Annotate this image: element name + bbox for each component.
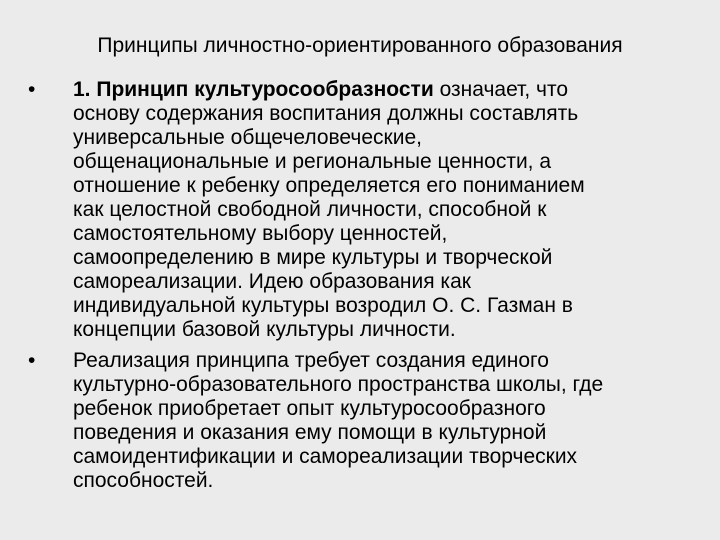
bullet-line: основу содержания воспитания должны составлять <box>73 102 579 125</box>
bullet-line: Реализация принципа требует создания единого <box>73 349 549 372</box>
bullet-marker: • <box>28 349 36 372</box>
bullet-line: индивидуальной культуры возродил О. С. Газман в <box>73 294 573 317</box>
bullet-line: самостоятельному выбору ценностей, <box>73 222 448 245</box>
bullet-line: как целостной свободной личности, способной к <box>73 198 547 221</box>
bullet-line <box>73 78 708 102</box>
bullet-line: концепции базовой культуры личности. <box>73 318 456 341</box>
bullet-line: самореализации. Идею образования как <box>73 270 471 293</box>
bullet-line: общенациональные и региональные ценности, а <box>73 150 552 173</box>
bullet-item-principle <box>28 78 708 342</box>
slide-title: Принципы личностно-ориентированного образования <box>97 34 623 57</box>
bullet-item-implementation <box>28 349 708 493</box>
bullet-marker: • <box>28 78 36 101</box>
bullet-line-text: означает, что <box>433 78 569 101</box>
bullet-line: отношение к ребенку определяется его пониманием <box>73 174 585 197</box>
bullet-line: самоопределению в мире культуры и творческой <box>73 246 553 269</box>
bullet-line: самоидентификации и самореализации творческих <box>73 445 578 468</box>
bullet-line: поведения и оказания ему помощи в культурной <box>73 421 547 444</box>
bullet-line: ребенок приобретает опыт культуросообразного <box>73 397 546 420</box>
bullet-line: универсальные общечеловеческие, <box>73 126 422 149</box>
bullet-text <box>73 349 708 493</box>
bullet-line: способностей. <box>73 469 214 492</box>
principle-heading: 1. Принцип культуросообразности <box>73 78 434 101</box>
bullet-list <box>28 78 708 500</box>
bullet-text <box>73 78 708 342</box>
bullet-line: культурно-образовательного пространства школы, где <box>73 373 604 396</box>
